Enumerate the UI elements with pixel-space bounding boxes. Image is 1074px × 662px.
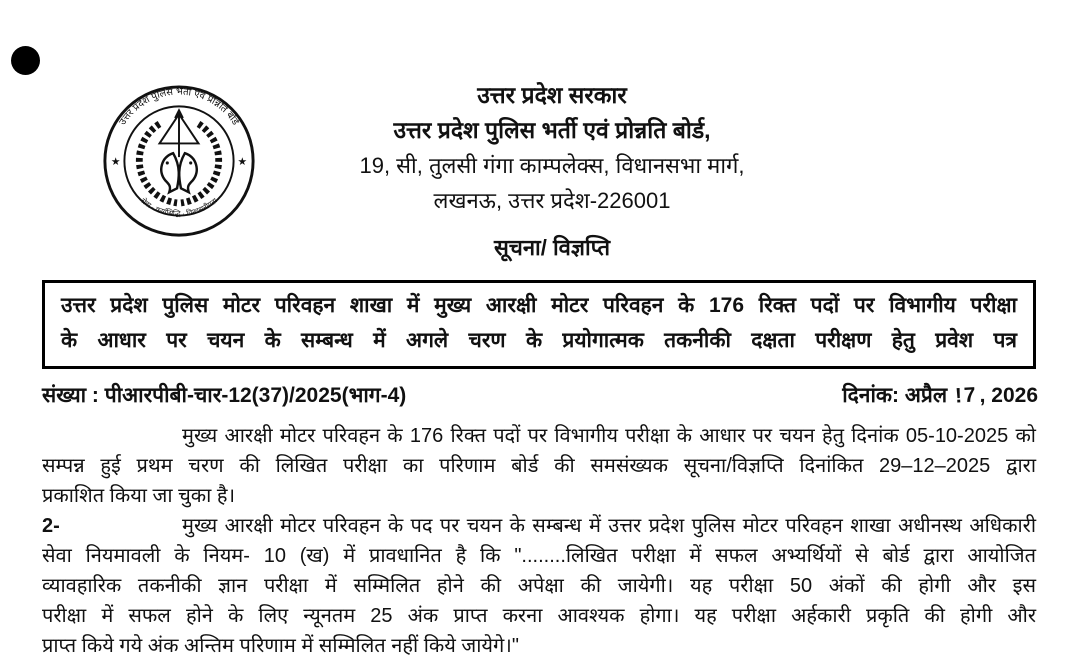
para2-line: व्यावहारिक तकनीकी ज्ञान परीक्षा में सम्मिलित होने की अपेक्षा की जायेगी। यह परीक्षा 50 अंकों की होगी और इस xyxy=(42,575,1036,597)
seal-ring-text-top: उत्तर प्रदेश पुलिस भर्ती एवं प्रोन्नति बोर्ड xyxy=(117,86,241,128)
date-suffix: , 2026 xyxy=(979,384,1038,407)
letterhead xyxy=(70,78,1034,265)
para2-line xyxy=(42,511,1036,541)
document-body xyxy=(42,421,1036,661)
subject-box xyxy=(42,280,1036,369)
para2-line-text: मुख्य आरक्षी मोटर परिवहन के पद पर चयन के सम्बन्ध में उत्तर प्रदेश पुलिस मोटर परिवहन शाखा अधीनस्थ अधिकारी xyxy=(182,515,1036,537)
seal-star-left-icon: ★ xyxy=(110,155,121,168)
date-field xyxy=(842,381,1038,409)
date-handwritten-day: !7 xyxy=(954,383,979,408)
para1-line: सम्पन्न हुई प्रथम चरण की लिखित परीक्षा का परिणाम बोर्ड की समसंख्यक सूचना/विज्ञप्ति दिनांकित 29–12–2025 द्वारा xyxy=(42,455,1036,477)
reference-number: संख्या : पीआरपीबी-चार-12(37)/2025(भाग-4) xyxy=(42,384,407,407)
address-line-2: लखनऊ, उत्तर प्रदेश-226001 xyxy=(433,188,671,213)
punch-hole-dot xyxy=(11,46,40,75)
date-prefix: दिनांक: अप्रैल xyxy=(842,384,953,407)
para2-line: सेवा नियमावली के नियम- 10 (ख) में प्रावधानित है कि "........लिखित परीक्षा में सफल अभ्यर्थियों से बोर्ड द्वारा आयोजित xyxy=(42,545,1036,567)
document-type-heading: सूचना/ विज्ञप्ति xyxy=(493,235,611,260)
seal-star-right-icon: ★ xyxy=(237,155,248,168)
government-name: उत्तर प्रदेश सरकार xyxy=(477,82,627,108)
board-name: उत्तर प्रदेश पुलिस भर्ती एवं प्रोन्नति बोर्ड, xyxy=(393,117,711,143)
subject-line-2: के आधार पर चयन के सम्बन्ध में अगले चरण के प्रयोगात्मक तकनीकी दक्षता परीक्षण हेतु प्रवेश पत्र xyxy=(61,329,1017,352)
para1-line: प्रकाशित किया जा चुका है। xyxy=(42,485,236,507)
seal-ring-text-bottom: सेवा · कार्यसिद्धि · विश्वसनीयता xyxy=(139,195,219,219)
address-line-1: 19, सी, तुलसी गंगा काम्पलेक्स, विधानसभा मार्ग, xyxy=(359,153,745,178)
subject-line-1: उत्तर प्रदेश पुलिस मोटर परिवहन शाखा में मुख्य आरक्षी मोटर परिवहन के 176 रिक्त पदों पर विभागीय परीक्षा xyxy=(61,294,1017,317)
reference-row xyxy=(42,381,1038,409)
para2-line: प्राप्त किये गये अंक अन्तिम परिणाम में सम्मिलित नहीं किये जायेगे।" xyxy=(42,635,519,657)
para2-number: 2- xyxy=(42,515,60,537)
para2-line: परीक्षा में सफल होने के लिए न्यूनतम 25 अंक प्राप्त करना आवश्यक होगा। यह परीक्षा अर्हकारी प्रकृति की होगी और xyxy=(42,605,1036,627)
para1-line: मुख्य आरक्षी मोटर परिवहन के 176 रिक्त पदों पर विभागीय परीक्षा के आधार पर चयन हेतु दिनांक 05-10-2025 को xyxy=(182,425,1036,447)
